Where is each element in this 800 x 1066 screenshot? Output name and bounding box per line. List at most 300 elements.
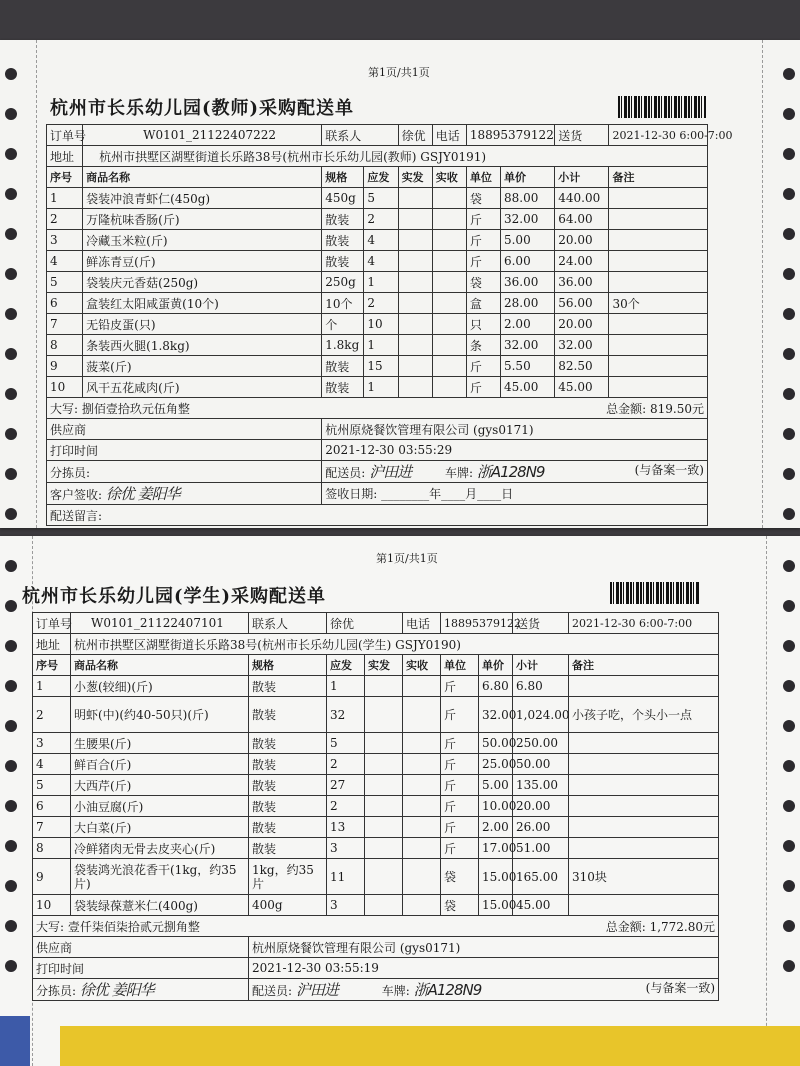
- table-cell: 袋装绿葆薏米仁(400g): [71, 895, 249, 916]
- col-header: 规格: [249, 655, 327, 676]
- item-rows: [47, 188, 708, 398]
- table-cell: 5.00: [500, 230, 554, 251]
- table-cell: 3: [327, 838, 365, 859]
- table-cell: [403, 796, 441, 817]
- table-cell: 条: [466, 335, 500, 356]
- table-cell: 1kg，约35片: [249, 859, 327, 895]
- delivery-slip-teachers: [0, 40, 800, 528]
- table-cell: [609, 251, 708, 272]
- table-cell: 7: [33, 817, 71, 838]
- table-cell: 25.00: [479, 754, 513, 775]
- table-cell: 散装: [249, 775, 327, 796]
- table-row: [33, 733, 719, 754]
- barcode: [610, 582, 700, 604]
- table-cell: [432, 272, 466, 293]
- deliverer-signature: 沪田进: [295, 981, 338, 999]
- table-cell: 袋: [466, 272, 500, 293]
- address-label: 地址: [47, 146, 83, 167]
- table-cell: 5.50: [500, 356, 554, 377]
- table-cell: [365, 895, 403, 916]
- table-cell: [365, 817, 403, 838]
- background-surface: [60, 1026, 800, 1066]
- contact-label: 联系人: [322, 125, 398, 146]
- table-cell: 2: [364, 293, 398, 314]
- perforation-right: [766, 536, 767, 1066]
- address: 杭州市拱墅区湖墅街道长乐路38号(杭州市长乐幼儿园(教师) GSJY0191): [83, 146, 708, 167]
- supplier-label: 供应商: [33, 937, 249, 958]
- table-cell: [569, 775, 719, 796]
- table-cell: 9: [47, 356, 83, 377]
- print-time-row: [33, 958, 719, 979]
- table-row: [33, 697, 719, 733]
- table-cell: 1: [364, 272, 398, 293]
- table-cell: 4: [364, 251, 398, 272]
- table-cell: 斤: [441, 697, 479, 733]
- table-cell: [365, 775, 403, 796]
- table-cell: 斤: [441, 796, 479, 817]
- table-row: [33, 775, 719, 796]
- table-cell: 1: [364, 335, 398, 356]
- address-row: [47, 146, 708, 167]
- table-cell: 散装: [249, 676, 327, 697]
- table-cell: 10: [33, 895, 71, 916]
- col-header: 序号: [33, 655, 71, 676]
- table-cell: [609, 188, 708, 209]
- table-row: [33, 754, 719, 775]
- table-cell: 3: [47, 230, 83, 251]
- print-time: 2021-12-30 03:55:29: [322, 440, 708, 461]
- table-cell: 20.00: [555, 230, 609, 251]
- table-cell: 50.00: [479, 733, 513, 754]
- table-cell: 250.00: [513, 733, 569, 754]
- table-cell: 4: [33, 754, 71, 775]
- table-cell: 400g: [249, 895, 327, 916]
- table-cell: 9: [33, 859, 71, 895]
- table-cell: 3: [327, 895, 365, 916]
- table-cell: 斤: [466, 251, 500, 272]
- table-cell: 11: [327, 859, 365, 895]
- table-cell: 32: [327, 697, 365, 733]
- capital-label: 大写:: [36, 919, 65, 934]
- record-note: (与备案一致): [634, 463, 704, 477]
- table-row: [47, 335, 708, 356]
- table-cell: 8: [33, 838, 71, 859]
- table-cell: 20.00: [555, 314, 609, 335]
- col-header: 备注: [609, 167, 708, 188]
- table-row: [47, 314, 708, 335]
- table-cell: [398, 209, 432, 230]
- table-cell: 散装: [249, 697, 327, 733]
- supplier-label: 供应商: [47, 419, 322, 440]
- table-cell: 5: [364, 188, 398, 209]
- record-note: (与备案一致): [645, 981, 716, 995]
- table-cell: [365, 796, 403, 817]
- table-cell: 10: [47, 377, 83, 398]
- tractor-holes-right: [778, 40, 800, 528]
- table-cell: 45.00: [513, 895, 569, 916]
- table-cell: [609, 377, 708, 398]
- sorter-signature: 徐优 姜阳华: [79, 981, 154, 999]
- table-cell: 5: [33, 775, 71, 796]
- plate-label: 车牌:: [381, 984, 410, 998]
- table-cell: 风干五花咸肉(斤): [83, 377, 322, 398]
- table-cell: 20.00: [513, 796, 569, 817]
- table-cell: [398, 335, 432, 356]
- table-cell: 10个: [322, 293, 364, 314]
- table-cell: 散装: [322, 230, 364, 251]
- tractor-holes-right: [778, 536, 800, 1066]
- table-cell: 6: [33, 796, 71, 817]
- table-cell: [398, 314, 432, 335]
- table-cell: 5: [327, 733, 365, 754]
- table-cell: 散装: [249, 754, 327, 775]
- receipt-row: [47, 483, 708, 505]
- table-cell: [432, 251, 466, 272]
- table-cell: 散装: [322, 377, 364, 398]
- table-cell: 1,024.00: [513, 697, 569, 733]
- table-cell: 6.80: [479, 676, 513, 697]
- table-cell: 2: [327, 754, 365, 775]
- total-row: [47, 398, 708, 419]
- remark-row: [47, 505, 708, 526]
- table-cell: 袋装鸿光浪花香干(1kg，约35片): [71, 859, 249, 895]
- table-cell: 32.00: [500, 335, 554, 356]
- table-header-row: [47, 167, 708, 188]
- plate-label: 车牌:: [444, 466, 473, 480]
- table-cell: 袋: [441, 859, 479, 895]
- table-cell: 斤: [466, 356, 500, 377]
- table-cell: 2: [327, 796, 365, 817]
- table-cell: 32.00: [555, 335, 609, 356]
- table-cell: 袋: [466, 188, 500, 209]
- table-row: [47, 230, 708, 251]
- table-cell: 82.50: [555, 356, 609, 377]
- capital-amount: 捌佰壹拾玖元伍角整: [81, 401, 190, 416]
- table-cell: 36.00: [555, 272, 609, 293]
- table-cell: [403, 817, 441, 838]
- receiver-signature: 徐优 姜阳华: [105, 485, 180, 503]
- table-cell: 1: [47, 188, 83, 209]
- delivery-label: 送货: [555, 125, 609, 146]
- table-cell: 小葱(较细)(斤): [71, 676, 249, 697]
- table-cell: 7: [47, 314, 83, 335]
- col-header: 单位: [466, 167, 500, 188]
- deliverer-label: 配送员:: [325, 466, 366, 480]
- table-cell: 大白菜(斤): [71, 817, 249, 838]
- table-cell: [432, 230, 466, 251]
- table-cell: 散装: [249, 733, 327, 754]
- table-cell: 散装: [249, 838, 327, 859]
- table-cell: 32.00: [479, 697, 513, 733]
- table-cell: 散装: [249, 817, 327, 838]
- table-cell: 散装: [322, 251, 364, 272]
- perforation-left: [36, 40, 37, 528]
- table-header-row: [33, 655, 719, 676]
- table-cell: 斤: [441, 754, 479, 775]
- address-row: [33, 634, 719, 655]
- supplier-row: [33, 937, 719, 958]
- table-cell: [403, 697, 441, 733]
- print-time-row: [47, 440, 708, 461]
- table-cell: [398, 377, 432, 398]
- table-cell: 56.00: [555, 293, 609, 314]
- table-cell: [569, 895, 719, 916]
- table-cell: 生腰果(斤): [71, 733, 249, 754]
- table-cell: 散装: [249, 796, 327, 817]
- table-cell: 50.00: [513, 754, 569, 775]
- order-no: W0101_21122407222: [83, 125, 322, 146]
- table-cell: 135.00: [513, 775, 569, 796]
- delivery-slip-students: [0, 536, 800, 1066]
- table-cell: 3: [33, 733, 71, 754]
- table-cell: 条装西火腿(1.8kg): [83, 335, 322, 356]
- capital-label: 大写:: [50, 401, 79, 416]
- table-cell: [365, 859, 403, 895]
- background-object: [0, 1016, 30, 1066]
- col-header: 规格: [322, 167, 364, 188]
- phone: 18895379122: [466, 125, 554, 146]
- table-row: [33, 676, 719, 697]
- table-row: [33, 859, 719, 895]
- table-row: [47, 188, 708, 209]
- table-cell: 明虾(中)(约40-50只)(斤): [71, 697, 249, 733]
- table-cell: 斤: [466, 377, 500, 398]
- table-cell: [403, 838, 441, 859]
- table-cell: 斤: [466, 230, 500, 251]
- table-cell: 散装: [322, 356, 364, 377]
- col-header: 实收: [403, 655, 441, 676]
- table-cell: 袋: [441, 895, 479, 916]
- table-cell: [432, 335, 466, 356]
- table-cell: 2.00: [500, 314, 554, 335]
- address-label: 地址: [33, 634, 71, 655]
- contact-label: 联系人: [249, 613, 327, 634]
- receiver-label: 客户签收:: [50, 488, 103, 502]
- order-no: W0101_21122407101: [71, 613, 249, 634]
- table-cell: [569, 676, 719, 697]
- table-cell: 310块: [569, 859, 719, 895]
- deliverer-label: 配送员:: [252, 984, 293, 998]
- table-cell: 斤: [441, 775, 479, 796]
- table-cell: [569, 754, 719, 775]
- table-cell: 165.00: [513, 859, 569, 895]
- table-cell: 大西芹(斤): [71, 775, 249, 796]
- table-row: [33, 817, 719, 838]
- table-cell: [403, 754, 441, 775]
- table-cell: 斤: [441, 838, 479, 859]
- phone-label: 电话: [403, 613, 441, 634]
- table-cell: [398, 356, 432, 377]
- table-cell: 15.00: [479, 895, 513, 916]
- table-cell: 64.00: [555, 209, 609, 230]
- table-cell: 斤: [441, 817, 479, 838]
- table-cell: 10.00: [479, 796, 513, 817]
- table-cell: 440.00: [555, 188, 609, 209]
- table-cell: 2: [33, 697, 71, 733]
- table-cell: [403, 775, 441, 796]
- table-cell: [365, 838, 403, 859]
- table-cell: 45.00: [500, 377, 554, 398]
- table-cell: 28.00: [500, 293, 554, 314]
- table-cell: 小孩子吃，个头小一点: [569, 697, 719, 733]
- table-cell: 30个: [609, 293, 708, 314]
- table-cell: 1.8kg: [322, 335, 364, 356]
- table-cell: 2: [364, 209, 398, 230]
- table-row: [33, 838, 719, 859]
- perforation-right: [762, 40, 763, 528]
- col-header: 单价: [479, 655, 513, 676]
- order-no-label: 订单号: [47, 125, 83, 146]
- table-row: [33, 895, 719, 916]
- contact: 徐优: [398, 125, 432, 146]
- table-cell: 小油豆腐(斤): [71, 796, 249, 817]
- table-cell: 斤: [466, 209, 500, 230]
- table-cell: 17.00: [479, 838, 513, 859]
- table-cell: [403, 895, 441, 916]
- table-cell: 4: [47, 251, 83, 272]
- capital-amount: 壹仟柒佰柒拾贰元捌角整: [67, 919, 200, 934]
- table-cell: [609, 314, 708, 335]
- order-info-row: [33, 613, 719, 634]
- table-cell: 24.00: [555, 251, 609, 272]
- table-cell: 250g: [322, 272, 364, 293]
- table-cell: 冷鲜猪肉无骨去皮夹心(斤): [71, 838, 249, 859]
- table-cell: 10: [364, 314, 398, 335]
- table-cell: 88.00: [500, 188, 554, 209]
- table-cell: [609, 356, 708, 377]
- print-time-label: 打印时间: [33, 958, 249, 979]
- barcode: [618, 96, 706, 118]
- table-row: [47, 293, 708, 314]
- signature-row: [33, 979, 719, 1001]
- table-cell: 盒装红太阳咸蛋黄(10个): [83, 293, 322, 314]
- col-header: 序号: [47, 167, 83, 188]
- table-cell: [432, 314, 466, 335]
- total-amount: 819.50元: [650, 401, 704, 416]
- total-label: 总金额:: [605, 919, 646, 934]
- table-cell: 鲜百合(斤): [71, 754, 249, 775]
- table-cell: [432, 209, 466, 230]
- table-cell: [609, 230, 708, 251]
- sorter-label: 分拣员:: [36, 984, 77, 998]
- table-cell: 斤: [441, 676, 479, 697]
- order-table: [32, 612, 719, 1001]
- table-row: [47, 209, 708, 230]
- table-cell: [432, 356, 466, 377]
- table-cell: 6.80: [513, 676, 569, 697]
- table-cell: 1: [327, 676, 365, 697]
- table-cell: [609, 335, 708, 356]
- print-time-label: 打印时间: [47, 440, 322, 461]
- table-cell: [398, 188, 432, 209]
- print-time: 2021-12-30 03:55:19: [249, 958, 719, 979]
- table-cell: 散装: [322, 209, 364, 230]
- table-cell: 15: [364, 356, 398, 377]
- table-cell: [398, 230, 432, 251]
- col-header: 商品名称: [83, 167, 322, 188]
- table-cell: [432, 188, 466, 209]
- table-cell: [398, 272, 432, 293]
- item-rows: [33, 676, 719, 916]
- table-cell: 鲜冻青豆(斤): [83, 251, 322, 272]
- table-cell: [569, 796, 719, 817]
- table-cell: 1: [364, 377, 398, 398]
- table-cell: 5.00: [479, 775, 513, 796]
- table-cell: 袋装庆元香菇(250g): [83, 272, 322, 293]
- table-cell: [569, 838, 719, 859]
- tractor-holes-left: [0, 40, 22, 528]
- total-label: 总金额:: [606, 401, 647, 416]
- table-cell: 菠菜(斤): [83, 356, 322, 377]
- col-header: 实发: [398, 167, 432, 188]
- table-cell: 45.00: [555, 377, 609, 398]
- receive-date-label: 签收日期:: [325, 487, 378, 501]
- col-header: 应发: [327, 655, 365, 676]
- table-cell: 个: [322, 314, 364, 335]
- contact: 徐优: [327, 613, 403, 634]
- table-cell: 1: [33, 676, 71, 697]
- table-cell: 450g: [322, 188, 364, 209]
- table-row: [47, 377, 708, 398]
- phone-label: 电话: [432, 125, 466, 146]
- table-cell: 13: [327, 817, 365, 838]
- table-cell: 32.00: [500, 209, 554, 230]
- table-cell: [432, 377, 466, 398]
- col-header: 单价: [500, 167, 554, 188]
- table-cell: 斤: [441, 733, 479, 754]
- table-cell: 冷藏玉米粒(斤): [83, 230, 322, 251]
- table-row: [47, 251, 708, 272]
- sorter-label: 分拣员:: [50, 465, 91, 480]
- deliverer-signature: 沪田进: [369, 463, 412, 481]
- form-title: 杭州市长乐幼儿园(教师)采购配送单: [50, 98, 355, 119]
- col-header: 小计: [513, 655, 569, 676]
- col-header: 备注: [569, 655, 719, 676]
- supplier: 杭州原烧餐饮管理有限公司 (gys0171): [322, 419, 708, 440]
- phone: 18895379122: [441, 613, 513, 634]
- tractor-holes-left: [0, 536, 22, 1066]
- address: 杭州市拱墅区湖墅街道长乐路38号(杭州市长乐幼儿园(学生) GSJY0190): [71, 634, 719, 655]
- table-cell: 5: [47, 272, 83, 293]
- table-cell: [403, 733, 441, 754]
- table-cell: [403, 859, 441, 895]
- signature-row: [47, 461, 708, 483]
- table-cell: 36.00: [500, 272, 554, 293]
- table-cell: 无铅皮蛋(只): [83, 314, 322, 335]
- table-cell: [365, 697, 403, 733]
- table-cell: [365, 754, 403, 775]
- table-cell: [398, 293, 432, 314]
- col-header: 商品名称: [71, 655, 249, 676]
- table-cell: [365, 733, 403, 754]
- table-cell: [569, 817, 719, 838]
- table-cell: [403, 676, 441, 697]
- table-cell: 8: [47, 335, 83, 356]
- remark-label: 配送留言:: [47, 505, 708, 526]
- table-cell: 26.00: [513, 817, 569, 838]
- col-header: 小计: [555, 167, 609, 188]
- table-cell: [432, 293, 466, 314]
- table-row: [33, 796, 719, 817]
- table-cell: [569, 733, 719, 754]
- delivery-label: 送货: [513, 613, 569, 634]
- order-info-row: [47, 125, 708, 146]
- table-cell: 6: [47, 293, 83, 314]
- table-cell: 只: [466, 314, 500, 335]
- table-cell: [609, 209, 708, 230]
- table-cell: 51.00: [513, 838, 569, 859]
- total-row: [33, 916, 719, 937]
